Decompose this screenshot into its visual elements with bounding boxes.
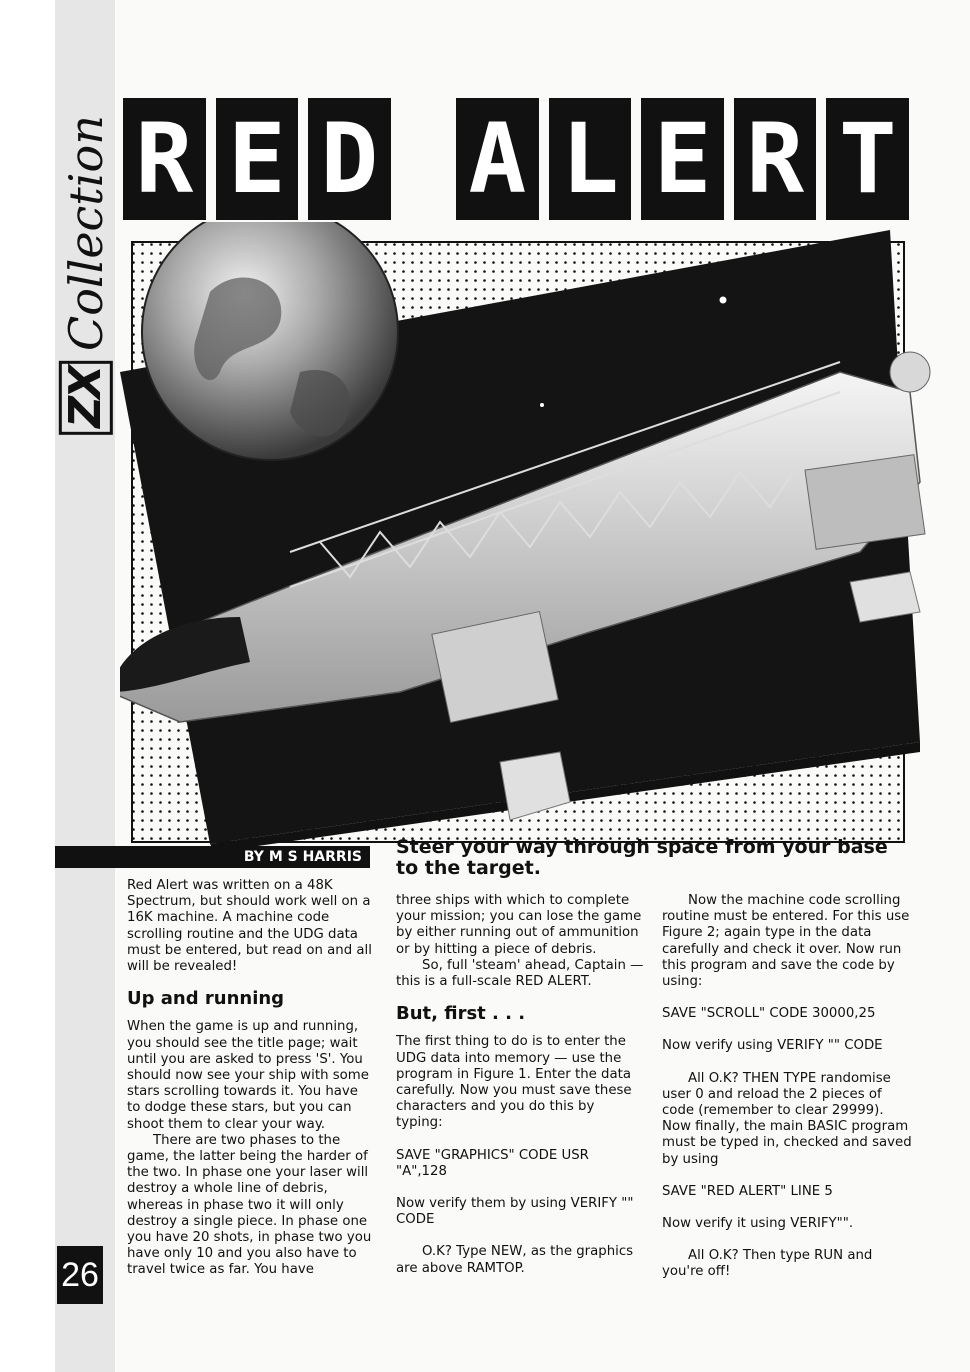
- column-3: [662, 893, 912, 1297]
- code-line: SAVE "RED ALERT" LINE 5: [662, 1183, 833, 1199]
- body-paragraph: So, full 'steam' ahead, Captain — this is a full-scale RED ALERT.: [396, 957, 644, 990]
- title-letter: R: [123, 98, 206, 220]
- standfirst: Steer your way through space from your base to the target.: [396, 836, 888, 879]
- collection-label: Collection: [59, 115, 113, 351]
- title-letter: D: [308, 98, 391, 220]
- body-paragraph: three ships with which to complete your mission; you can lose the game by either running out of ammunition or by hitting a piece of debris.: [396, 893, 642, 957]
- section-heading: Up and running: [127, 988, 285, 1010]
- body-paragraph: Now the machine code scrolling routine must be entered. For this use Figure 2; again type in the data carefully and check it over. Now run this program and save the code by using:: [662, 893, 910, 990]
- section-heading: But, first . . .: [396, 1003, 526, 1025]
- title-letter: E: [216, 98, 299, 220]
- body-paragraph: Now verify using VERIFY "" CODE: [662, 1038, 883, 1054]
- byline-bar: [55, 846, 370, 868]
- body-paragraph: All O.K? Then type RUN and you're off!: [662, 1248, 873, 1280]
- page-number: 26: [57, 1246, 103, 1304]
- intro-paragraph: Red Alert was written on a 48K Spectrum, but should work well on a 16K machine. A machine code scrolling routine and the UDG data must be entered, but read on and all will be revealed!: [127, 878, 372, 975]
- body-paragraph: When the game is up and running, you should see the title page; wait until you are asked to press 'S'. You should now see your ship with some stars scrolling towards it. You have to dodge these stars, but you can shoot them to clear your way.: [127, 1019, 369, 1132]
- series-logo: [58, 95, 114, 455]
- column-1: [127, 878, 375, 1279]
- page-title: [123, 98, 909, 220]
- code-line: SAVE "SCROLL" CODE 30000,25: [662, 1006, 876, 1022]
- body-paragraph: Now verify it using VERIFY"".: [662, 1216, 854, 1232]
- title-letter: T: [826, 98, 909, 220]
- title-letter: E: [641, 98, 724, 220]
- body-paragraph: Now verify them by using VERIFY "" CODE: [396, 1196, 634, 1228]
- body-paragraph: The first thing to do is to enter the UDG data into memory — use the program in Figure 1. Enter the data carefully. Now you must save these characters and you do this by typing:: [396, 1034, 632, 1131]
- page-margin: [0, 0, 55, 1372]
- spaceship-planet-illustration-icon: [120, 222, 940, 852]
- body-paragraph: All O.K? THEN TYPE randomise user 0 and reload the 2 pieces of code (remember to clear 29999). Now finally, the main BASIC program must be typed in, checked and saved by using: [662, 1070, 912, 1167]
- title-letter: L: [549, 98, 632, 220]
- byline: BY M S HARRIS: [243, 849, 362, 865]
- zx-logo: ZX: [59, 361, 113, 435]
- title-letter: A: [456, 98, 539, 220]
- body-paragraph: O.K? Type NEW, as the graphics are above RAMTOP.: [396, 1244, 634, 1276]
- column-2: [396, 893, 644, 1293]
- title-letter: R: [734, 98, 817, 220]
- body-paragraph: There are two phases to the game, the latter being the harder of the two. In phase one your laser will destroy a whole line of debris, whereas in phase two it will only destroy a single piece. In phase one you have 20 shots, in phase two you have only 10 and you also have to travel twice as far. You have: [127, 1132, 372, 1278]
- code-line: SAVE "GRAPHICS" CODE USR "A",128: [396, 1147, 589, 1179]
